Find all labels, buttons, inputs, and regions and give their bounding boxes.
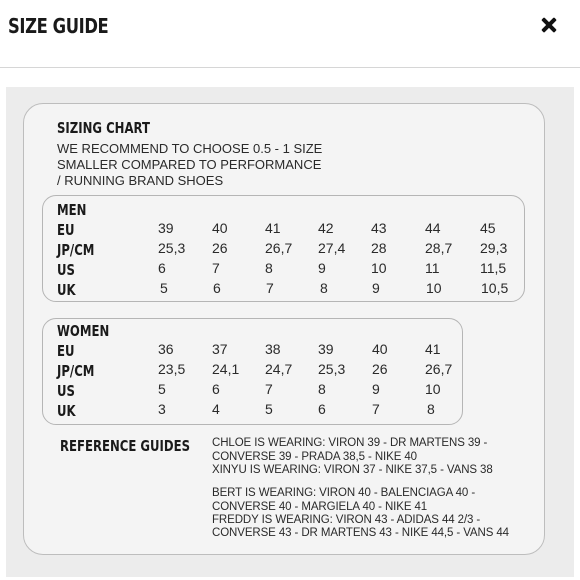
reference-line: CONVERSE 40 - MARGIELA 40 - NIKE 41 [212,501,428,513]
table-cell: 9 [372,280,380,296]
table-cell: 6 [158,260,166,276]
reference-line: CHLOE IS WEARING: VIRON 39 - DR MARTENS 39 - [212,437,488,449]
reference-line: FREDDY IS WEARING: VIRON 43 - ADIDAS 44 2/3 - [212,514,481,526]
table-cell: 5 [160,280,168,296]
women-row-label-uk: UK [57,402,76,420]
table-cell: 6 [213,280,221,296]
table-cell: 24,7 [265,361,293,377]
women-row-label-jp: JP/CM [57,362,95,380]
table-cell: 9 [372,381,380,397]
men-row-label-jp: JP/CM [57,241,95,259]
table-cell: 6 [212,381,220,397]
table-cell: 24,1 [212,361,240,377]
table-cell: 39 [158,220,174,236]
table-cell: 23,5 [158,361,186,377]
reference-line: CONVERSE 43 - DR MARTENS 43 - NIKE 44,5 - VANS 44 [212,527,509,539]
table-cell: 26 [372,361,388,377]
table-cell: 26 [212,240,228,256]
table-cell: 29,3 [480,240,508,256]
table-cell: 7 [265,381,273,397]
women-title: WOMEN [57,322,110,340]
table-cell: 5 [158,381,166,397]
table-cell: 42 [318,220,334,236]
women-row-label-eu: EU [57,342,75,360]
table-cell: 44 [425,220,441,236]
table-cell: 40 [372,341,388,357]
table-cell: 7 [372,401,380,417]
table-cell: 28,7 [425,240,453,256]
men-row-label-uk: UK [57,281,76,299]
table-cell: 38 [265,341,281,357]
table-cell: 10 [371,260,387,276]
table-cell: 26,7 [425,361,453,377]
table-cell: 36 [158,341,174,357]
table-cell: 3 [158,401,166,417]
table-cell: 37 [212,341,228,357]
table-cell: 10,5 [481,280,509,296]
table-cell: 25,3 [158,240,186,256]
recommendation-line: SMALLER COMPARED TO PERFORMANCE [57,157,322,172]
reference-guides-title: REFERENCE GUIDES [60,437,191,455]
table-cell: 41 [425,341,441,357]
table-cell: 41 [265,220,281,236]
table-cell: 25,3 [318,361,346,377]
table-cell: 4 [212,401,220,417]
women-row-label-us: US [57,382,75,400]
table-cell: 8 [320,280,328,296]
recommendation-text [57,141,377,189]
table-cell: 11,5 [480,260,507,276]
table-cell: 45 [480,220,496,236]
table-cell: 7 [266,280,274,296]
table-cell: 8 [427,401,435,417]
page-title: SIZE GUIDE [8,14,109,38]
table-cell: 9 [318,260,326,276]
table-cell: 8 [318,381,326,397]
table-cell: 39 [318,341,334,357]
table-cell: 11 [425,260,440,276]
table-cell: 10 [425,381,441,397]
men-row-label-eu: EU [57,221,75,239]
table-cell: 43 [371,220,387,236]
recommendation-line: WE RECOMMEND TO CHOOSE 0.5 - 1 SIZE [57,141,323,156]
recommendation-line: / RUNNING BRAND SHOES [57,173,224,188]
table-cell: 8 [265,260,273,276]
table-cell: 10 [426,280,442,296]
header [0,0,580,68]
table-cell: 6 [318,401,326,417]
table-cell: 7 [212,260,220,276]
sizing-chart-title: SIZING CHART [57,119,150,137]
reference-line: BERT IS WEARING: VIRON 40 - BALENCIAGA 40 - [212,487,476,499]
close-icon[interactable] [536,12,562,38]
men-row-label-us: US [57,261,75,279]
reference-line: XINYU IS WEARING: VIRON 37 - NIKE 37,5 - VANS 38 [212,464,493,476]
table-cell: 27,4 [318,240,346,256]
table-cell: 26,7 [265,240,293,256]
men-title: MEN [57,201,87,219]
table-cell: 40 [212,220,228,236]
table-cell: 5 [265,401,273,417]
table-cell: 28 [371,240,387,256]
reference-line: CONVERSE 39 - PRADA 38,5 - NIKE 40 [212,451,417,463]
